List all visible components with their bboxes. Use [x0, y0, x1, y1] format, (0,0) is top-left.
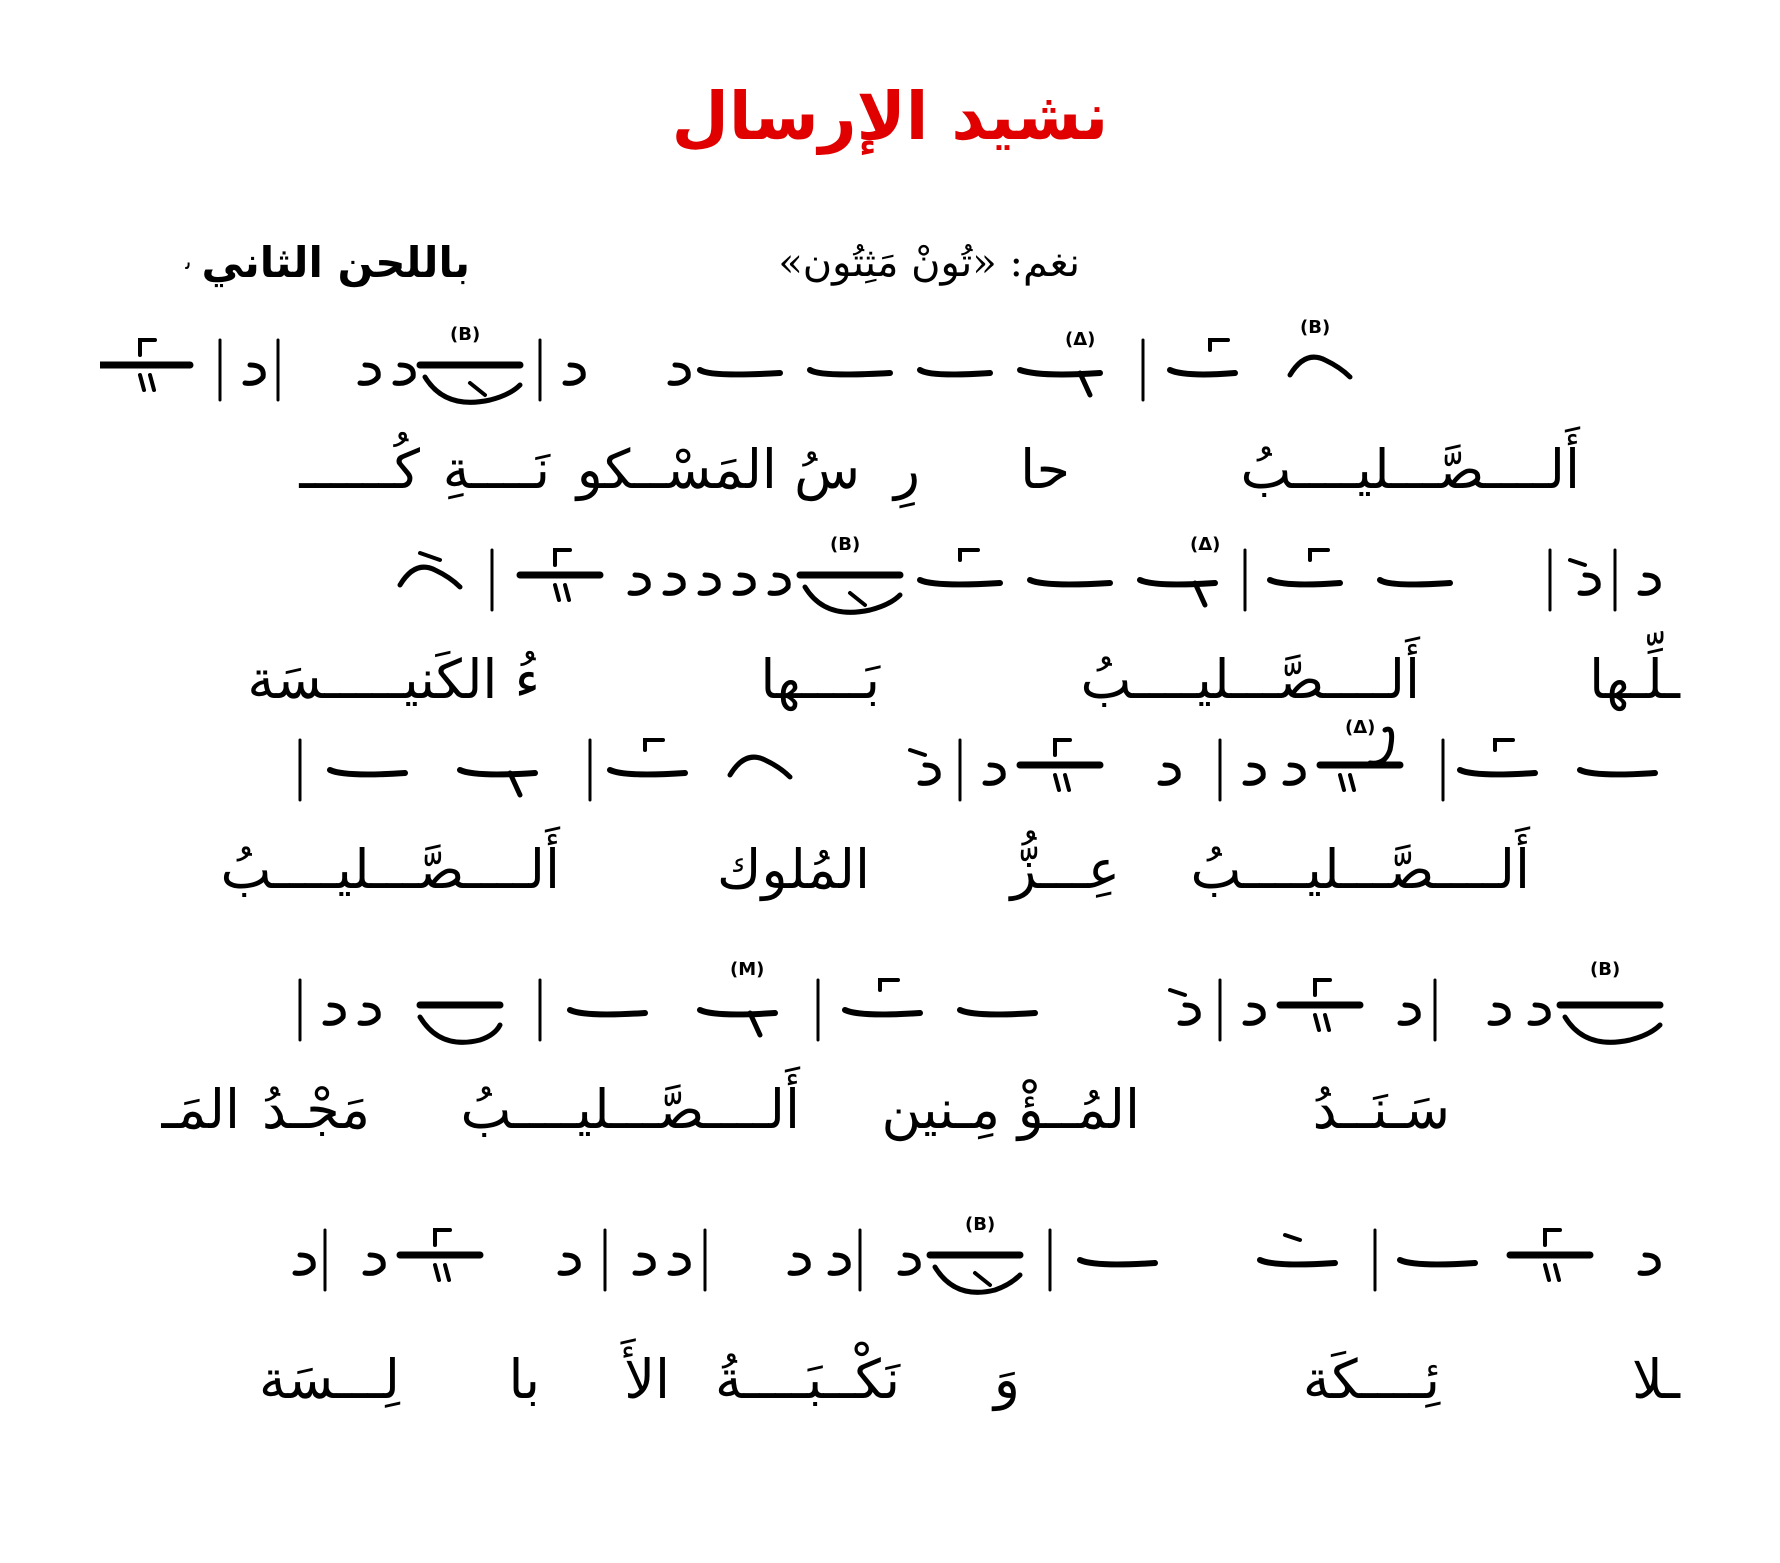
curl-neume	[1530, 1005, 1548, 1023]
curl-neume	[560, 1255, 578, 1273]
dash-neume	[610, 770, 685, 774]
curl-neume	[630, 575, 648, 593]
annotation-label: (B)	[1300, 317, 1331, 338]
tick-mark	[555, 550, 570, 565]
dash-neume	[1170, 370, 1235, 374]
curl-neume	[830, 1255, 848, 1273]
lyric-syllable: أَلــــصَّـــليــــبُ	[460, 1078, 800, 1141]
dash-neume	[1380, 580, 1450, 584]
curl-neume	[395, 365, 413, 383]
annotation-label: (Δ)	[1065, 329, 1096, 350]
swoop-neume	[425, 377, 520, 402]
annotation-label: (B)	[450, 324, 481, 345]
dash-neume	[1260, 1260, 1335, 1264]
annotation-label: (B)	[1590, 959, 1621, 980]
mode-label	[100, 228, 470, 298]
dash-neume	[1400, 1260, 1475, 1264]
curl-neume	[670, 365, 688, 383]
lyric-syllable: لِـــسَة	[258, 1348, 400, 1411]
hook-mark	[470, 383, 485, 395]
lyric-syllable: أَلــــصَّـــليــــبُ	[1190, 838, 1530, 901]
curl-neume	[325, 1005, 343, 1023]
swoop-neume	[935, 1267, 1020, 1292]
lyric-syllable: نَــــةِ	[442, 438, 550, 501]
staff-line-4	[100, 955, 1680, 1075]
dash-neume	[960, 1010, 1035, 1014]
staff-line-5	[100, 1205, 1680, 1325]
tick-mark	[1545, 1230, 1560, 1245]
double-tick-mark	[1545, 1265, 1559, 1280]
lyric-syllable: ـلِّـها	[1589, 648, 1680, 711]
tick-mark	[435, 1230, 450, 1245]
lyric-syllable: نَكْــبَــــةُ	[714, 1348, 900, 1411]
lyric-syllable: حا	[1020, 438, 1070, 501]
annotation-label: (Δ)	[1345, 717, 1376, 738]
swoop-neume	[420, 1017, 500, 1042]
curl-neume	[920, 765, 938, 783]
double-tick-mark	[435, 1265, 449, 1280]
curl-neume	[770, 575, 788, 593]
swoop-neume	[1565, 1017, 1660, 1042]
lyric-syllable: ئِــــكَة	[1302, 1348, 1440, 1411]
tick-mark	[960, 550, 978, 560]
lyric-syllable: رِ	[893, 438, 920, 501]
tick-mark	[420, 553, 440, 560]
lyric-syllable: بَــــها	[760, 648, 880, 711]
tick-mark	[880, 980, 898, 990]
curl-neume	[1490, 1005, 1508, 1023]
staff-line-1	[100, 315, 1680, 435]
dash-neume	[1080, 1260, 1155, 1264]
curl-neume	[1245, 1005, 1263, 1023]
tick-mark	[1285, 1235, 1300, 1240]
curl-neume	[360, 1005, 378, 1023]
dash-neume	[1020, 370, 1100, 374]
double-tick-mark	[1315, 1015, 1329, 1030]
curl-neume	[735, 575, 753, 593]
staff-line-2	[100, 525, 1680, 645]
dash-neume	[920, 370, 990, 374]
lyric-syllable: مِـنين	[881, 1078, 1000, 1141]
lyric-syllable: سَـنَــدُ	[1312, 1078, 1450, 1141]
dash-neume	[810, 370, 890, 374]
lyric-syllable: عِـــزُّ	[1010, 838, 1120, 901]
curl-neume	[670, 1255, 688, 1273]
curl-neume	[295, 1255, 313, 1273]
lyric-syllable: أَلــــصَّـــليــــبُ	[1240, 438, 1580, 501]
tick-mark	[140, 340, 155, 355]
mode-text: باللحن الثاني	[201, 238, 470, 287]
tick-mark	[1315, 980, 1330, 995]
tone-label: نغم: «تُونْ مَثِتُون»	[778, 240, 1080, 286]
curl-neume	[700, 575, 718, 593]
lyric-syllable: ـلا	[1631, 1348, 1680, 1411]
dash-neume	[700, 370, 780, 374]
curl-neume	[635, 1255, 653, 1273]
lyric-syllable: وَ	[993, 1348, 1020, 1411]
lyric-syllable: أَلــــصَّـــليــــبُ	[220, 838, 560, 901]
curl-neume	[1285, 765, 1303, 783]
curl-neume	[665, 575, 683, 593]
lyric-syllable: المُــؤْ	[1017, 1078, 1140, 1141]
curl-neume	[365, 1255, 383, 1273]
curl-neume	[1245, 765, 1263, 783]
double-tick-mark	[140, 375, 154, 390]
hook-mark	[850, 593, 865, 605]
dash-neume	[1030, 580, 1110, 584]
annotation-label: (Δ)	[1190, 534, 1221, 555]
curl-neume	[565, 365, 583, 383]
dash-neume	[1580, 770, 1655, 774]
annotation-label: (B)	[830, 534, 861, 555]
dash-neume	[1460, 770, 1535, 774]
dash-neume	[700, 1010, 775, 1014]
double-tick-mark	[555, 585, 569, 600]
double-tick-mark	[1340, 775, 1354, 790]
dash-neume	[570, 1010, 645, 1014]
tick-mark	[1570, 560, 1585, 565]
dash-neume	[1140, 580, 1215, 584]
lyric-syllable: أَلــــصَّـــليــــبُ	[1080, 648, 1420, 711]
double-tick-mark	[1055, 775, 1069, 790]
lyric-line-5	[100, 1335, 1680, 1425]
tick-mark	[1055, 740, 1070, 755]
lyric-line-4	[100, 1065, 1680, 1155]
lyric-line-2	[100, 635, 1680, 725]
lyric-syllable: ءُ الكَنيـــــسَة	[247, 648, 540, 711]
curl-neume	[360, 365, 378, 383]
slur-neume	[730, 757, 790, 777]
tick-mark	[1210, 340, 1228, 350]
tick-mark	[910, 750, 925, 755]
lyric-syllable: سُ المَسْــكو	[576, 438, 860, 501]
curl-neume	[1180, 1005, 1198, 1023]
lyric-line-1	[100, 425, 1680, 515]
dash-neume	[845, 1010, 920, 1014]
slur-neume	[1290, 357, 1350, 377]
hook-mark	[975, 1273, 990, 1285]
dash-neume	[330, 770, 405, 774]
slur-neume	[400, 567, 460, 587]
tick-mark	[1170, 990, 1185, 995]
annotation-label: (M)	[730, 959, 765, 980]
curl-neume	[985, 765, 1003, 783]
curl-neume	[245, 365, 263, 383]
lyric-syllable: با	[508, 1348, 540, 1411]
annotation-label: (B)	[965, 1214, 996, 1235]
lyric-syllable: المَـ	[161, 1078, 240, 1141]
hymn-title: نشيد الإرسال	[671, 78, 1109, 155]
dash-neume	[920, 580, 1000, 584]
tick-mark	[645, 740, 663, 750]
swoop-neume	[805, 587, 900, 612]
curl-neume	[1640, 575, 1658, 593]
dash-neume	[1270, 580, 1340, 584]
lyric-syllable: الأَ	[624, 1348, 670, 1411]
tick-mark	[1310, 550, 1328, 560]
lyric-syllable: مَجْـدُ	[262, 1078, 370, 1141]
lyric-syllable: المُلوك	[717, 838, 870, 901]
dash-neume	[460, 770, 535, 774]
staff-line-3	[100, 715, 1680, 835]
curl-neume	[1400, 1005, 1418, 1023]
mode-mark: ﯨ	[185, 250, 192, 275]
curl-neume	[1160, 765, 1178, 783]
lyric-line-3	[100, 825, 1680, 915]
curl-neume	[1580, 575, 1598, 593]
tick-mark	[1495, 740, 1513, 750]
lyric-syllable: كُــــــ	[299, 438, 420, 501]
curl-neume	[790, 1255, 808, 1273]
curl-neume	[900, 1255, 918, 1273]
curl-neume	[1640, 1255, 1658, 1273]
